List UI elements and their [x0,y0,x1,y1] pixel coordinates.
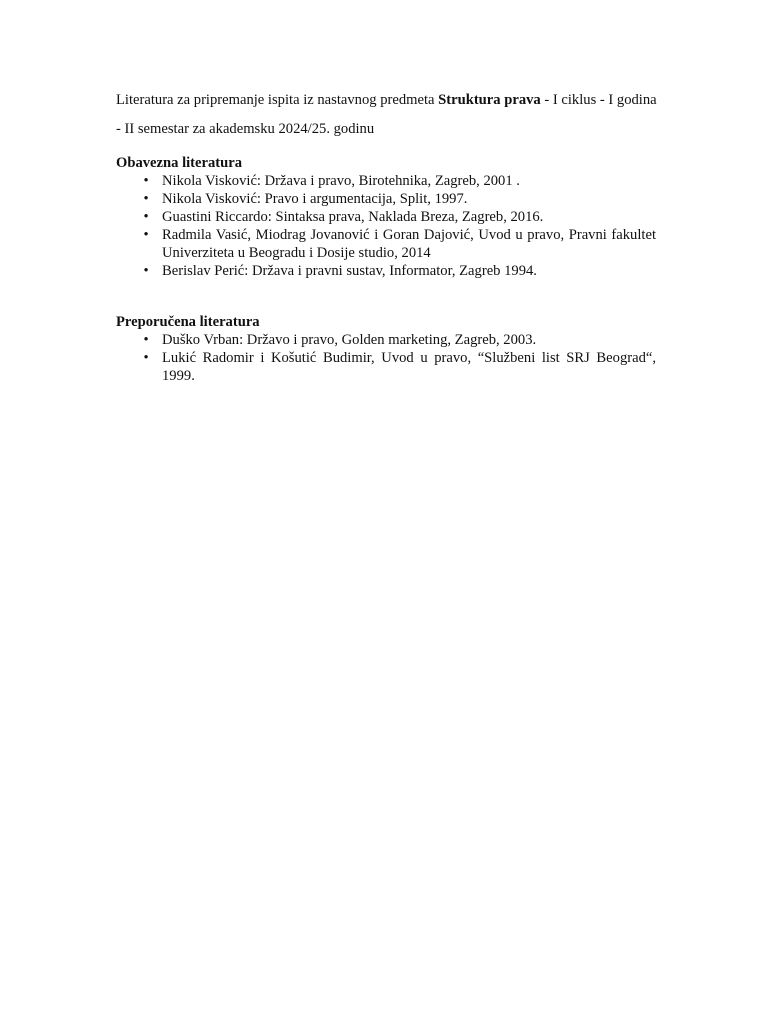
bullet-icon: • [143,227,149,243]
list-item-text: Nikola Visković: Pravo i argumentacija, Split, 1997. [162,191,468,207]
required-literature-title: Obavezna literatura [116,155,243,171]
required-literature-list [116,172,656,280]
bullet-icon: • [143,332,149,348]
bullet-icon: • [143,263,149,279]
intro-prefix: Literatura za pripremanje ispita iz nastavnog predmeta [116,92,439,108]
intro-suffix: - I ciklus - I godina - II semestar za akademsku 2024/25. godinu [116,92,657,137]
list-item-text: Berislav Perić: Država i pravni sustav, Informator, Zagreb 1994. [162,263,537,279]
list-item-text: Radmila Vasić, Miodrag Jovanović i Goran Dajović, Uvod u pravo, Pravni fakultet Univerziteta u Beogradu i Dosije studio, 2014 [162,227,656,261]
bullet-icon: • [143,209,149,225]
required-literature-section [116,154,656,280]
list-item [116,208,656,226]
list-item-text: Duško Vrban: Državo i pravo, Golden marketing, Zagreb, 2003. [162,332,537,348]
list-item [116,226,656,262]
bullet-icon: • [143,350,149,366]
bullet-icon: • [143,173,149,189]
bullet-icon: • [143,191,149,207]
list-item [116,190,656,208]
intro-paragraph [116,86,661,144]
list-item [116,331,656,349]
course-name: Struktura prava [438,92,541,108]
recommended-literature-section [116,313,656,385]
list-item-text: Lukić Radomir i Košutić Budimir, Uvod u pravo, “Službeni list SRJ Beograd“, 1999. [162,350,656,384]
list-item [116,172,656,190]
recommended-literature-title: Preporučena literatura [116,314,260,330]
recommended-literature-list [116,331,656,385]
list-item-text: Guastini Riccardo: Sintaksa prava, Naklada Breza, Zagreb, 2016. [162,209,544,225]
list-item-text: Nikola Visković: Država i pravo, Birotehnika, Zagreb, 2001 . [162,173,520,189]
list-item [116,349,656,385]
list-item [116,262,656,280]
